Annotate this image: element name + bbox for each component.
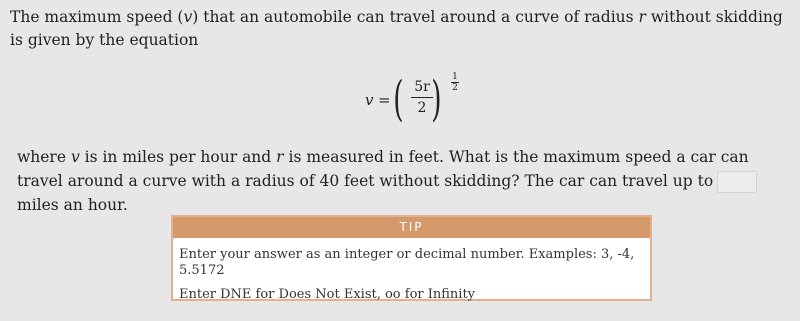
variable-v: v: [183, 8, 193, 26]
intro-text-3: without skidding is given by the equation: [10, 8, 783, 49]
exponent-denominator: 2: [452, 83, 458, 93]
question-text-1: where: [17, 148, 71, 166]
fraction-bar: [411, 97, 433, 98]
question-text: [17, 145, 792, 217]
equation-lhs: v: [365, 91, 374, 109]
fraction-denominator: 2: [417, 100, 427, 116]
fraction: [411, 78, 433, 116]
problem-intro: [10, 6, 790, 52]
variable-r: r: [638, 8, 646, 26]
exponent: [451, 72, 459, 93]
fraction-numerator: 5r: [414, 79, 430, 95]
tip-line-special: Enter DNE for Does Not Exist, oo for Infinity: [179, 287, 476, 302]
equals-sign: =: [378, 91, 391, 109]
tip-heading: TIP: [173, 217, 650, 238]
answer-input[interactable]: [717, 171, 757, 193]
tip-line-format: Enter your answer as an integer or decimal number. Examples: 3, -4, 5.5172: [179, 247, 635, 278]
question-text-3: is measured in feet. What is the maximum speed a car can travel around a curve with a radius of 40 feet without skidding? The car can travel up to: [17, 148, 749, 190]
intro-text-1: The maximum speed (: [10, 8, 184, 26]
variable-r: r: [276, 148, 284, 166]
tip-box: [171, 215, 652, 301]
left-paren: (: [393, 71, 404, 127]
question-text-4: miles an hour.: [17, 196, 128, 214]
question-text-2: is in miles per hour and: [79, 148, 277, 166]
intro-text-2: ) that an automobile can travel around a curve of radius: [192, 8, 639, 26]
exponent-numerator: 1: [452, 72, 458, 82]
variable-v: v: [70, 148, 80, 166]
right-paren: ): [431, 71, 442, 127]
